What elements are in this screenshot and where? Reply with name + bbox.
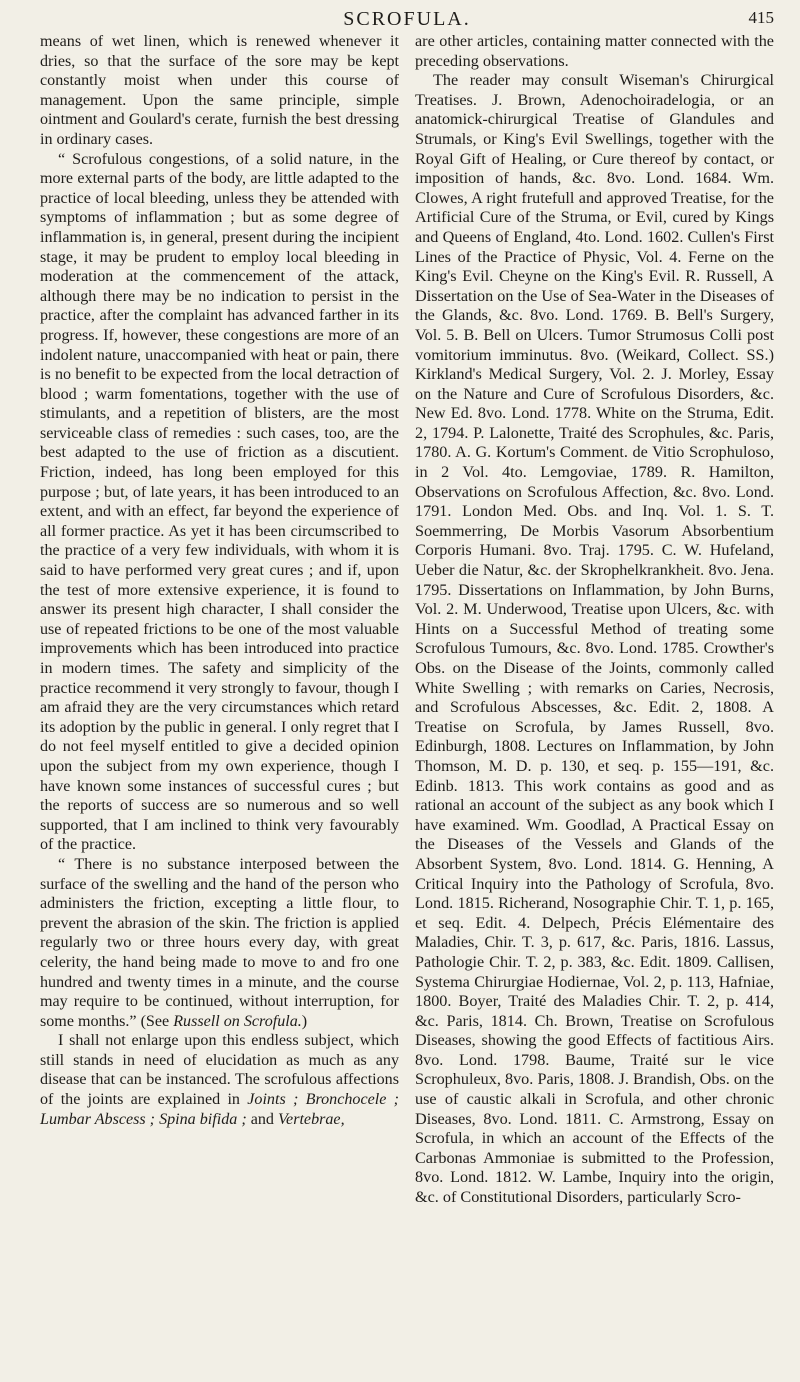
paragraph-bibliography: The reader may consult Wiseman's Chirurgical Treatises. J. Brown, Adenochoiradelogia, or an anatomick-chirurgical Treatise of Glandules and Strumals, or King's Evil Swellings, together with the Royal Gift of Healing, or Cure thereof by contact, or imposition of hands, &c. 8vo. Lond. 1684. Wm. Clowes, A right frutefull and approved Treatise, for the Artificial Cure of the Struma, or Evil, cured by Kings and Queens of England, 4to. Lond. 1602. Cullen's First Lines of the Practice of Physic, Vol. 4. Ferne on the King's Evil. Cheyne on the King's Evil. R. Russell, A Dissertation on the Use of Sea-Water in the Diseases of the Glands, &c. 8vo. Lond. 1769. B. Bell's Surgery, Vol. 5. B. Bell on Ulcers. Tumor Strumosus Colli post vomitorium imminutus. 8vo. (Weikard, Collect. SS.) Kirkland's Medical Surgery, Vol. 2. J. Morley, Essay on the Nature and Cure of Scrofulous Disorders, &c. New Ed. 8vo. Lond. 1778. White on the Struma, Edit. 2, 1794. P. Lalonette, Traité des Scrophules, &c. Paris, 1780. A. G. Kortum's Comment. de Vitio Scrophuloso, in 2 Vol. 4to. Lemgoviae, 1789. R. Hamilton, Observations on Scrofulous Affection, &c. 8vo. Lond. 1791. London Med. Obs. and Inq. Vol. 1. S. T. Soemmerring, De Morbis Vasorum Absorbentium Corporis Humani. 8vo. Traj. 1795. C. W. Hufeland, Ueber die Natur, &c. der Skrophelkrankheit. 8vo. Jena. 1795. Dissertations on Inflammation, by John Burns, Vol. 2. M. Underwood, Treatise upon Ulcers, &c. with Hints on a Successful Method of treating some Scrofulous Tumours, &c. 8vo. Lond. 1785. Crowther's Obs. on the Disease of the Joints, commonly called White Swelling ; with remarks on Caries, Necrosis, and Scrofulous Abscesses, &c. Edit. 2, 1808. A Treatise on Scrofula, by James Russell, 8vo. Edinburgh, 1808. Lectures on Inflammation, by John Thomson, M. D. p. 130, et seq. p. 155—191, &c. Edinb. 1813. This work contains as good and as rational an account of the subject as any book which I have examined. Wm. Goodlad, A Practical Essay on the Diseases of the Vessels and Glands of the Absorbent System, 8vo. Lond. 1814. G. Henning, A Critical Inquiry into the Pathology of Scrofula, 8vo. Lond. 1815. Richerand, Nosographie Chir. T. 1, p. 165, et seq. Edit. 4. Delpech, Précis Elémentaire des Maladies, Chir. T. 3, p. 617, &c. Paris, 1816. Lassus, Pathologie Chir. T. 2, p. 383, &c. Edit. 1809. Callisen, Systema Chirurgiae Hodiernae, Vol. 2, p. 113, Hafniae, 1800. Boyer, Traité des Maladies Chir. T. 2, p. 414, &c. Paris, 1814. Ch. Brown, Treatise on Scrofulous Diseases, showing the good Effects of factitious Airs. 8vo. Lond. 1798. Baume, Traité sur le vice Scrophuleux, 8vo. Paris, 1808. J. Brandish, Obs. on the use of caustic alkali in Scrofula, and other chronic Diseases, 8vo. Lond. 1811. C. Armstrong, Essay on Scrofula, in which an account of the Effects of the Carbonas Ammoniae is submitted to the Profession, 8vo. Lond. 1812. W. Lambe, Inquiry into the origin, &c. of Constitutional Disorders, particularly Scro- <box>415 71 774 1207</box>
friction-text: “ There is no substance interposed between the surface of the swelling and the hand of the person who administers the friction, excepting a little flour, to prevent the abrasion of the skin. The friction is applied regularly two or three hours every day, with great celerity, the hand being made to move to and fro one hundred and twenty times in a minute, and the course may require to be continued, without interruption, for some months.” (See <box>40 855 399 1030</box>
cross-reference-vertebrae: Vertebrae, <box>278 1110 345 1128</box>
running-head <box>40 8 774 32</box>
paragraph-friction <box>40 855 399 1031</box>
text-columns <box>40 32 774 1208</box>
friction-text-end: ) <box>301 1012 308 1030</box>
paragraph-scrofulous-congestions: “ Scrofulous congestions, of a solid nature, in the more external parts of the body, are little adapted to the practice of local bleeding, unless they be attended with symptoms of inflammation ; but as some degree of inflammation is, in general, present during the incipient stage, it may be prudent to employ local bleeding in moderation at the commencement of the attack, although there may be no indication to persist in the practice, after the complaint has advanced farther in its progress. If, however, these congestions are more of an indolent nature, unaccompanied with heat or pain, there is no benefit to be expected from the local detraction of blood ; warm fomentations, together with the use of stimulants, and a repetition of blisters, are the most serviceable class of remedies : such cases, too, are the best adapted to the use of friction as a discutient. Friction, indeed, has long been employed for this purpose ; but, of late years, it has been introduced to an extent, and with an effect, far beyond the experience of all former practice. As yet it has been circumscribed to the practice of a very few individuals, with whom it is said to have performed very great cures ; and if, upon the test of more extensive experience, it is found to answer its present high character, I shall consider the use of repeated frictions to be one of the most valuable improvements which has been introduced into practice in modern times. The safety and simplicity of the practice recommend it very strongly to favour, though I am afraid they are the very circumstances which retard its adoption by the public in general. I only regret that I do not feel myself entitled to give a decided opinion upon the subject from my own experience, though I have known some instances of successful cures ; but the reports of success are so numerous and so well supported, that I am inclined to think very favourably of the practice. <box>40 150 399 854</box>
cross-reference-and: and <box>246 1110 278 1128</box>
cross-reference-joints: Joints ; Bronchocele ; Lumbar Abscess ; Spina bifida ; <box>40 1091 400 1128</box>
paragraph-wet-linen: means of wet linen, which is renewed whenever it dries, so that the surface of the sore may be kept constantly moist when under this course of management. Upon the same principle, simple ointment and Goulard's cerate, furnish the best dressing in ordinary cases. <box>40 33 399 148</box>
running-head-title: SCROFULA. <box>343 8 471 30</box>
endless-subject-text: I shall not enlarge upon this endless subject, which still stands in need of elucidation as much as any disease that can be instanced. The scrofulous affections of the joints are explained in <box>40 1032 399 1109</box>
page-number: 415 <box>748 8 774 27</box>
russell-reference: Russell on Scrofula. <box>173 1012 302 1030</box>
paragraph-endless-subject <box>40 1031 399 1129</box>
right-column <box>415 32 774 1208</box>
paragraph-other-articles: are other articles, containing matter connected with the preceding observations. <box>415 32 774 70</box>
left-column <box>40 32 399 1208</box>
